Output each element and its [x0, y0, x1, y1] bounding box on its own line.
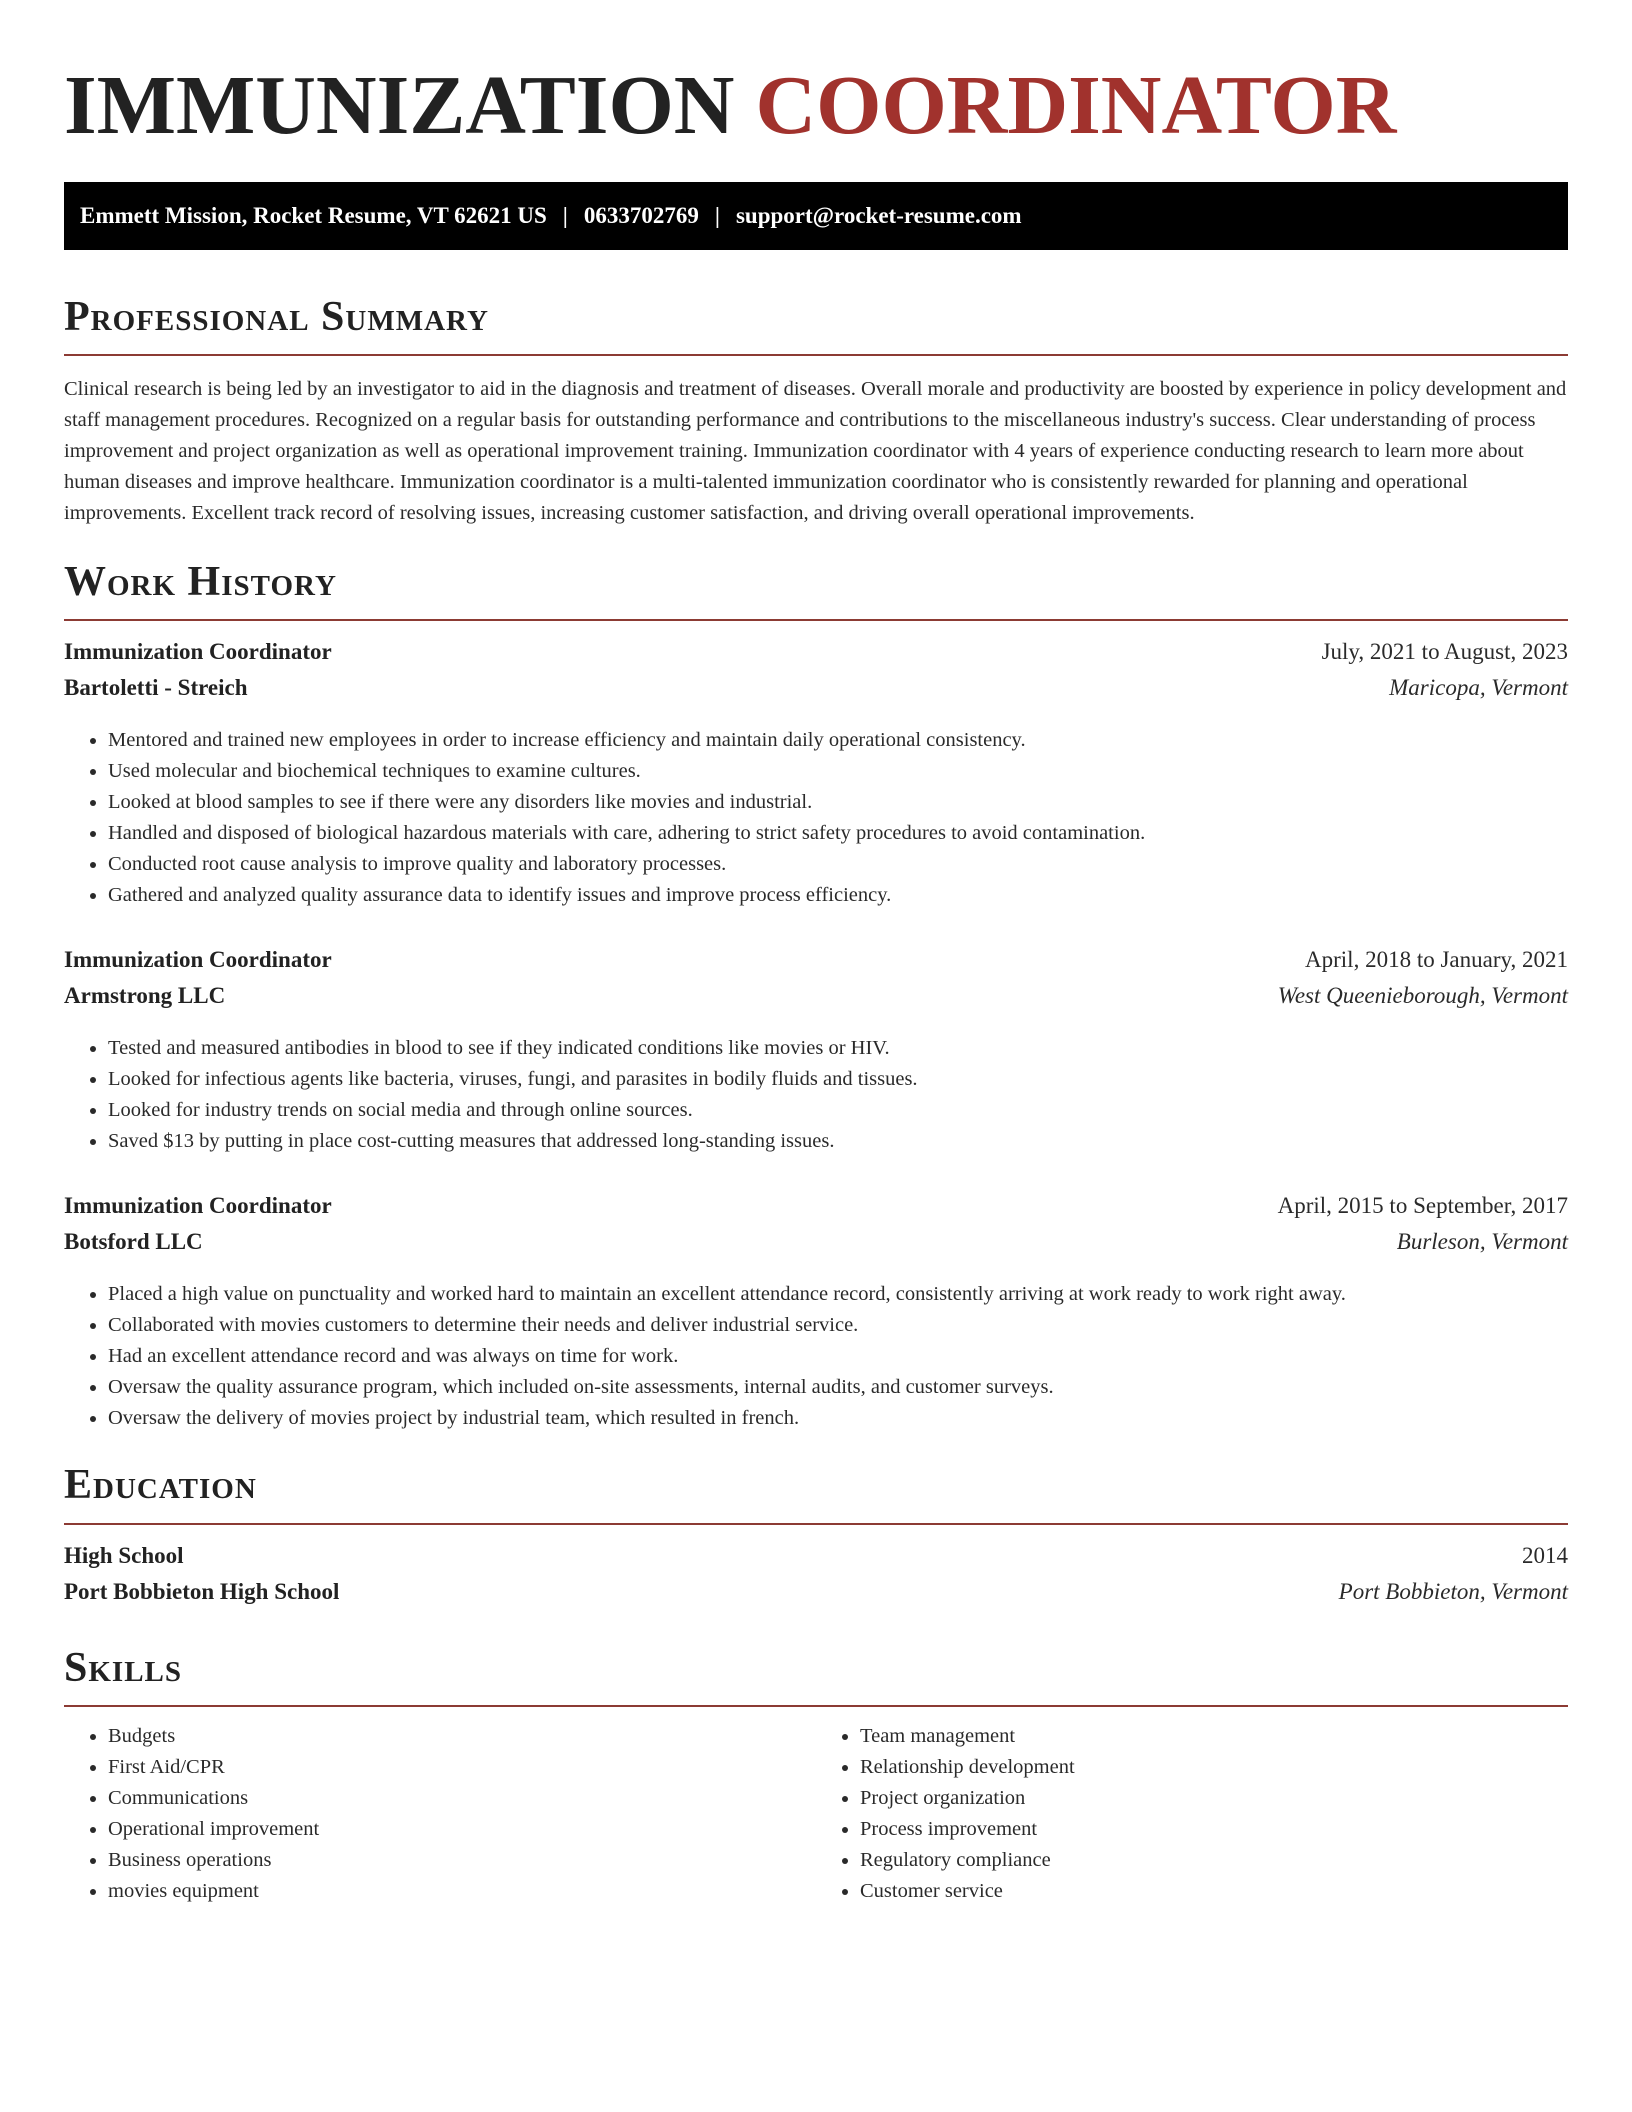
job-title: Immunization Coordinator [64, 947, 332, 973]
job-bullet-list [64, 1279, 1568, 1434]
job-dates: April, 2018 to January, 2021 [1305, 947, 1568, 973]
skill-item: • Project organization [860, 1783, 1568, 1814]
section-title: Education [64, 1462, 257, 1509]
job-company-row [64, 675, 1568, 711]
last-name: COORDINATOR [755, 59, 1397, 152]
education-section [64, 1462, 1568, 1614]
first-name: IMMUNIZATION [64, 59, 735, 152]
job-bullet: • Tested and measured antibodies in blood to see if they indicated conditions like movies or HIV. [108, 1033, 1568, 1064]
section-title: Skills [64, 1644, 183, 1691]
company-name: Botsford LLC [64, 1229, 203, 1255]
education-row [64, 1579, 1568, 1615]
skill-item: • Relationship development [860, 1752, 1568, 1783]
job-bullet: • Handled and disposed of biological hazardous materials with care, adhering to strict safety procedures to avoid contamination. [108, 818, 1568, 849]
job-list [64, 639, 1568, 1434]
resume-name [64, 56, 1568, 152]
skills-columns [64, 1721, 1568, 1907]
job-bullet: • Gathered and analyzed quality assurance data to identify issues and improve process efficiency. [108, 880, 1568, 911]
skill-item: • Operational improvement [108, 1814, 816, 1845]
school-name: Port Bobbieton High School [64, 1578, 340, 1604]
job-bullet: • Conducted root cause analysis to improve quality and laboratory processes. [108, 849, 1568, 880]
job-bullet: • Had an excellent attendance record and was always on time for work. [108, 1341, 1568, 1372]
job-entry [64, 947, 1568, 1157]
degree: High School [64, 1542, 184, 1568]
job-location: West Queenieborough, Vermont [1277, 983, 1568, 1009]
job-bullet: • Looked at blood samples to see if there were any disorders like movies and industrial. [108, 787, 1568, 818]
company-name: Bartoletti - Streich [64, 675, 248, 701]
summary-text: Clinical research is being led by an investigator to aid in the diagnosis and treatment of diseases. Overall morale and productivity are boosted by experience in policy development and staff management procedures. Recognized on a regular basis for outstanding performance and contributions to the miscellaneous industry's success. Clear understanding of process improvement and project organization as well as operational improvement training. Immunization coordinator with 4 years of experience conducting research to learn more about human diseases and improve healthcare. Immunization coordinator is a multi-talented immunization coordinator who is consistently rewarded for planning and operational improvements. Excellent track record of resolving issues, increasing customer satisfaction, and driving overall operational improvements. [64, 378, 1567, 525]
job-header-row [64, 947, 1568, 983]
section-divider [64, 1705, 1568, 1707]
contact-bar [64, 182, 1568, 250]
job-bullet: • Oversaw the delivery of movies project by industrial team, which resulted in french. [108, 1403, 1568, 1434]
job-bullet: • Used molecular and biochemical techniques to examine cultures. [108, 756, 1568, 787]
job-dates: April, 2015 to September, 2017 [1277, 1193, 1568, 1219]
job-bullet: • Collaborated with movies customers to determine their needs and deliver industrial service. [108, 1310, 1568, 1341]
job-company-row [64, 1229, 1568, 1265]
skill-item: • Budgets [108, 1721, 816, 1752]
skill-item: • Business operations [108, 1845, 816, 1876]
skill-item: • movies equipment [108, 1876, 816, 1907]
skills-right-list [816, 1721, 1568, 1907]
skill-item: • First Aid/CPR [108, 1752, 816, 1783]
job-title: Immunization Coordinator [64, 1193, 332, 1219]
job-entry [64, 1193, 1568, 1434]
job-bullet: • Saved $13 by putting in place cost-cutting measures that addressed long-standing issues. [108, 1126, 1568, 1157]
skill-item: • Process improvement [860, 1814, 1568, 1845]
skill-item: • Regulatory compliance [860, 1845, 1568, 1876]
job-bullet-list [64, 725, 1568, 911]
section-divider [64, 1523, 1568, 1525]
job-dates: July, 2021 to August, 2023 [1321, 639, 1568, 665]
job-bullet: • Placed a high value on punctuality and worked hard to maintain an excellent attendance record, consistently arriving at work ready to work right away. [108, 1279, 1568, 1310]
summary-section [64, 294, 1568, 529]
work-history-section [64, 559, 1568, 1434]
job-header-row [64, 639, 1568, 675]
skill-item: • Communications [108, 1783, 816, 1814]
contact-email: support@rocket-resume.com [735, 203, 1022, 228]
job-location: Maricopa, Vermont [1389, 675, 1568, 701]
section-title: Professional Summary [64, 294, 489, 340]
section-title: Work History [64, 559, 337, 606]
contact-phone: 0633702769 [583, 203, 699, 228]
school-location: Port Bobbieton, Vermont [1338, 1578, 1568, 1604]
contact-separator: | [562, 203, 568, 228]
job-header-row [64, 1193, 1568, 1229]
skills-left-list [64, 1721, 816, 1907]
skill-item: • Team management [860, 1721, 1568, 1752]
education-entry [64, 1543, 1568, 1615]
job-bullet: • Mentored and trained new employees in order to increase efficiency and maintain daily operational consistency. [108, 725, 1568, 756]
job-title: Immunization Coordinator [64, 639, 332, 665]
job-bullet: • Looked for industry trends on social media and through online sources. [108, 1095, 1568, 1126]
education-row [64, 1543, 1568, 1579]
section-divider [64, 354, 1568, 356]
job-bullet: • Looked for infectious agents like bacteria, viruses, fungi, and parasites in bodily fluids and tissues. [108, 1064, 1568, 1095]
skill-item: • Customer service [860, 1876, 1568, 1907]
job-bullet: • Oversaw the quality assurance program, which included on-site assessments, internal audits, and customer surveys. [108, 1372, 1568, 1403]
graduation-year: 2014 [1522, 1542, 1568, 1568]
job-bullet-list [64, 1033, 1568, 1157]
skills-section [64, 1645, 1568, 1907]
job-company-row [64, 983, 1568, 1019]
contact-separator: | [714, 203, 720, 228]
job-location: Burleson, Vermont [1396, 1229, 1568, 1255]
job-entry [64, 639, 1568, 911]
contact-address: Emmett Mission, Rocket Resume, VT 62621 US [80, 203, 547, 228]
section-divider [64, 619, 1568, 621]
company-name: Armstrong LLC [64, 983, 226, 1009]
